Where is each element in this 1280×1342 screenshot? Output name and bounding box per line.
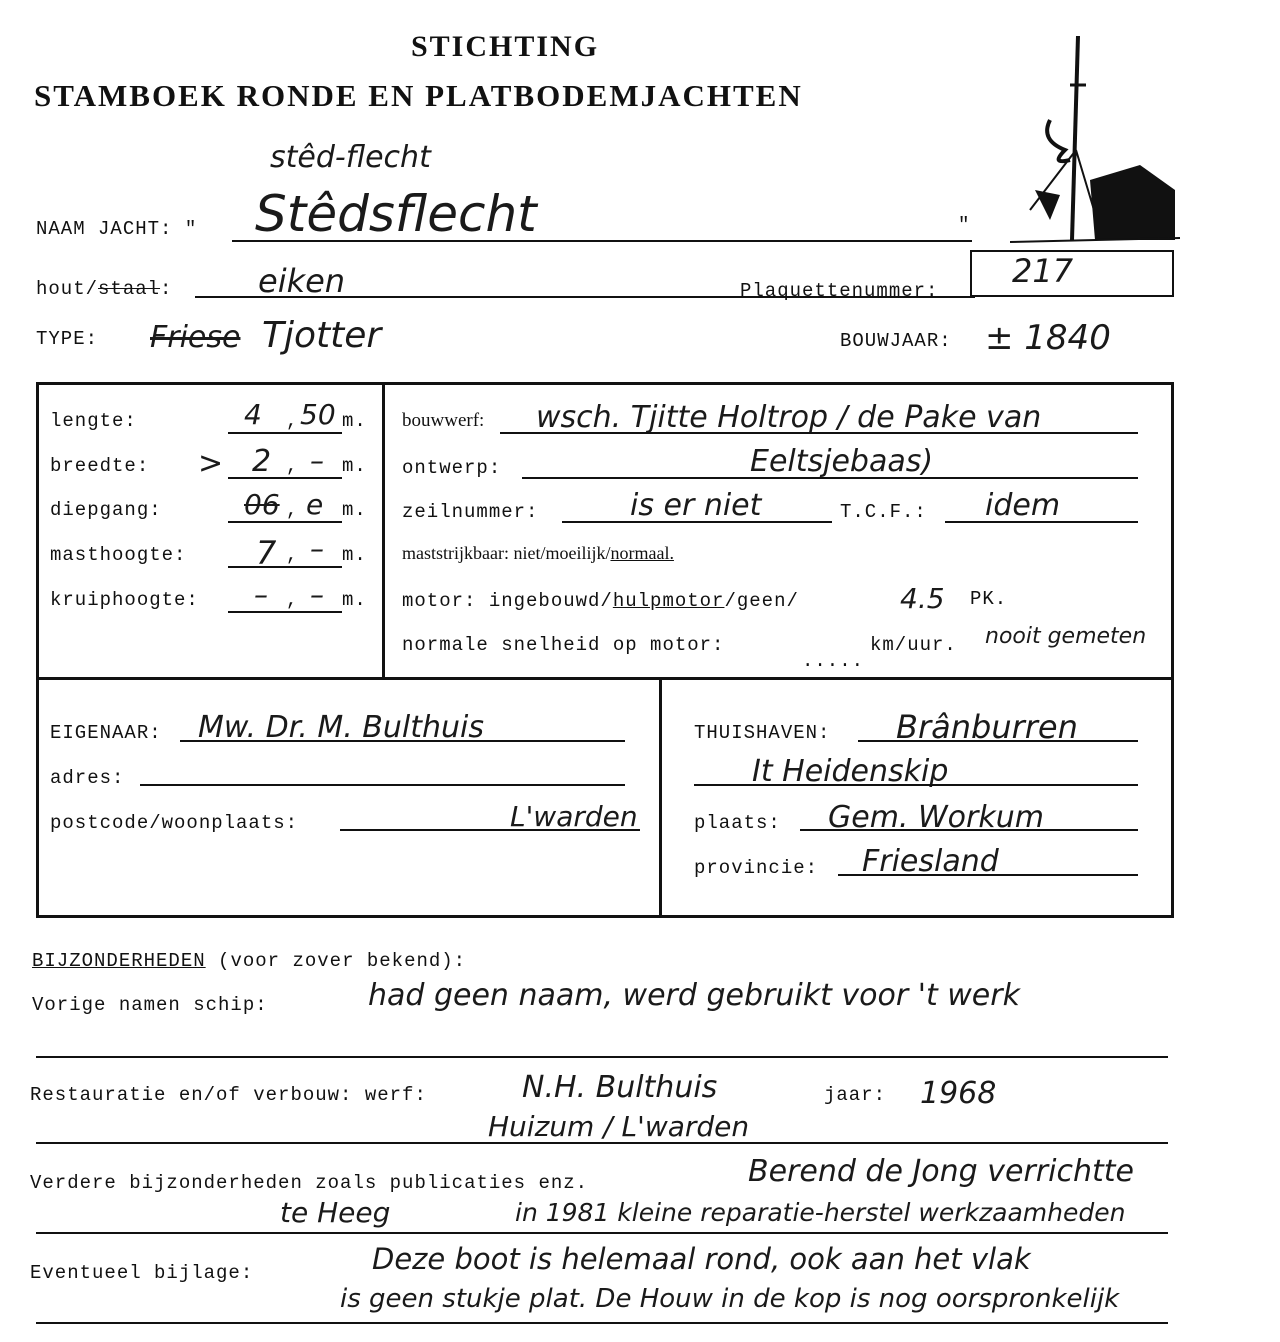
- form-title-stamboek: STAMBOEK RONDE EN PLATBODEMJACHTEN: [34, 78, 803, 113]
- bijlage-value-1[interactable]: Deze boot is helemaal rond, ook aan het vlak: [372, 1242, 1031, 1276]
- verdere-value-1[interactable]: Berend de Jong verrichtte: [748, 1154, 1134, 1189]
- ontwerp-value[interactable]: Eeltsjebaas): [750, 444, 934, 479]
- vorige-value[interactable]: had geen naam, werd gebruikt voor 't werk: [368, 978, 1020, 1013]
- restauratie-werf-2[interactable]: Huizum / L'warden: [488, 1110, 750, 1143]
- motor-label: motor: ingebouwd/hulpmotor/geen/: [402, 590, 799, 612]
- restauratie-werf[interactable]: N.H. Bulthuis: [522, 1070, 718, 1105]
- lengte-unit: m.: [342, 410, 367, 432]
- masthoogte-unit: m.: [342, 544, 367, 566]
- bouwwerf-label: bouwwerf:: [402, 410, 485, 431]
- bouwjaar-value[interactable]: ± 1840: [985, 318, 1111, 358]
- thuishaven-label: THUISHAVEN:: [694, 722, 831, 744]
- zeilnummer-value[interactable]: is er niet: [630, 488, 762, 523]
- breedte-prefix: >: [198, 446, 224, 481]
- type-struck: Friese: [150, 320, 241, 355]
- lengte-whole[interactable]: 4: [244, 398, 262, 431]
- jaar-label: jaar:: [824, 1084, 887, 1106]
- provincie-label: provincie:: [694, 857, 819, 879]
- breedte-whole[interactable]: 2: [252, 444, 272, 479]
- tcf-value[interactable]: idem: [985, 488, 1061, 523]
- maststrijkbaar-label: maststrijkbaar: niet/moeilijk/normaal.: [402, 543, 674, 563]
- postcode-label: postcode/woonplaats:: [50, 812, 299, 834]
- hout-label: hout/staal:: [36, 278, 173, 300]
- tcf-label: T.C.F.:: [840, 501, 927, 523]
- diepgang-whole[interactable]: 06: [244, 488, 280, 521]
- snelheid-unit: km/uur.: [870, 634, 957, 656]
- bouwjaar-label: BOUWJAAR:: [840, 330, 952, 352]
- kruiphoogte-unit: m.: [342, 589, 367, 611]
- thuishaven-value[interactable]: Brânburren: [896, 708, 1078, 746]
- hout-value[interactable]: eiken: [258, 262, 346, 300]
- divider-vertical-top: [382, 384, 385, 680]
- restauratie-label: Restauratie en/of verbouw: werf:: [30, 1084, 427, 1106]
- naam-underline: [232, 240, 972, 242]
- plaats-value[interactable]: Gem. Workum: [828, 800, 1044, 835]
- lengte-dec[interactable]: 50: [300, 398, 336, 431]
- adres-label: adres:: [50, 767, 125, 789]
- diepgang-dec[interactable]: e: [306, 488, 324, 521]
- naam-jacht-value[interactable]: Stêdsflecht: [255, 185, 537, 243]
- breedte-label: breedte:: [50, 455, 150, 477]
- masthoogte-label: masthoogte:: [50, 544, 187, 566]
- snelheid-value[interactable]: nooit gemeten: [985, 624, 1147, 649]
- vorige-label: Vorige namen schip:: [32, 994, 268, 1016]
- jaar-value[interactable]: 1968: [920, 1076, 997, 1111]
- breedte-unit: m.: [342, 455, 367, 477]
- divider-vertical-bottom: [659, 678, 662, 918]
- details-heading: BIJZONDERHEDEN (voor zover bekend):: [32, 950, 467, 972]
- verdere-value-2a[interactable]: te Heeg: [280, 1196, 391, 1229]
- lengte-label: lengte:: [50, 410, 137, 432]
- plaquette-box[interactable]: [970, 250, 1174, 297]
- form-title-stichting: STICHTING: [410, 30, 600, 63]
- adres-field[interactable]: [140, 784, 625, 786]
- verdere-label: Verdere bijzonderheden zoals publicaties enz.: [30, 1172, 589, 1194]
- motor-unit: PK.: [970, 588, 1008, 610]
- ontwerp-label: ontwerp:: [402, 457, 502, 479]
- naam-close-quote: ": [958, 214, 971, 236]
- masthoogte-whole[interactable]: 7: [256, 534, 277, 572]
- snelheid-label: normale snelheid op motor:: [402, 634, 725, 656]
- diepgang-unit: m.: [342, 499, 367, 521]
- postcode-value[interactable]: L'warden: [510, 800, 638, 833]
- bouwwerf-value[interactable]: wsch. Tjitte Holtrop / de Pake van: [536, 400, 1042, 435]
- name-annotation: stêd-flecht: [270, 140, 431, 175]
- bijlage-value-2[interactable]: is geen stukje plat. De Houw in de kop is nog oorspronkelijk: [340, 1284, 1120, 1314]
- provincie-value[interactable]: Friesland: [862, 844, 999, 879]
- kruiphoogte-dec[interactable]: –: [310, 578, 324, 611]
- verdere-value-2b[interactable]: in 1981 kleine reparatie-herstel werkzaamheden: [515, 1198, 1126, 1227]
- eigenaar-value[interactable]: Mw. Dr. M. Bulthuis: [198, 710, 484, 745]
- kruiphoogte-whole[interactable]: –: [254, 578, 268, 611]
- breedte-dec[interactable]: –: [310, 444, 324, 477]
- masthoogte-dec[interactable]: –: [310, 532, 324, 565]
- zeilnummer-label: zeilnummer:: [402, 501, 539, 523]
- naam-jacht-label: NAAM JACHT: ": [36, 218, 198, 240]
- motor-value[interactable]: 4.5: [900, 582, 945, 615]
- diepgang-label: diepgang:: [50, 499, 162, 521]
- plaats-label: plaats:: [694, 812, 781, 834]
- divider-horizontal: [36, 677, 1174, 680]
- type-label: TYPE:: [36, 328, 99, 350]
- eigenaar-label: EIGENAAR:: [50, 722, 162, 744]
- kruiphoogte-label: kruiphoogte:: [50, 589, 199, 611]
- thuishaven-value-2[interactable]: It Heidenskip: [752, 754, 949, 789]
- type-value[interactable]: Tjotter: [262, 315, 382, 356]
- bijlage-label: Eventueel bijlage:: [30, 1262, 254, 1284]
- sailboat-mast-icon: [1010, 30, 1190, 245]
- snelheid-dots: .....: [802, 650, 865, 672]
- plaquette-value: 217: [1012, 252, 1074, 290]
- plaquette-label: Plaquettenummer:: [740, 280, 939, 302]
